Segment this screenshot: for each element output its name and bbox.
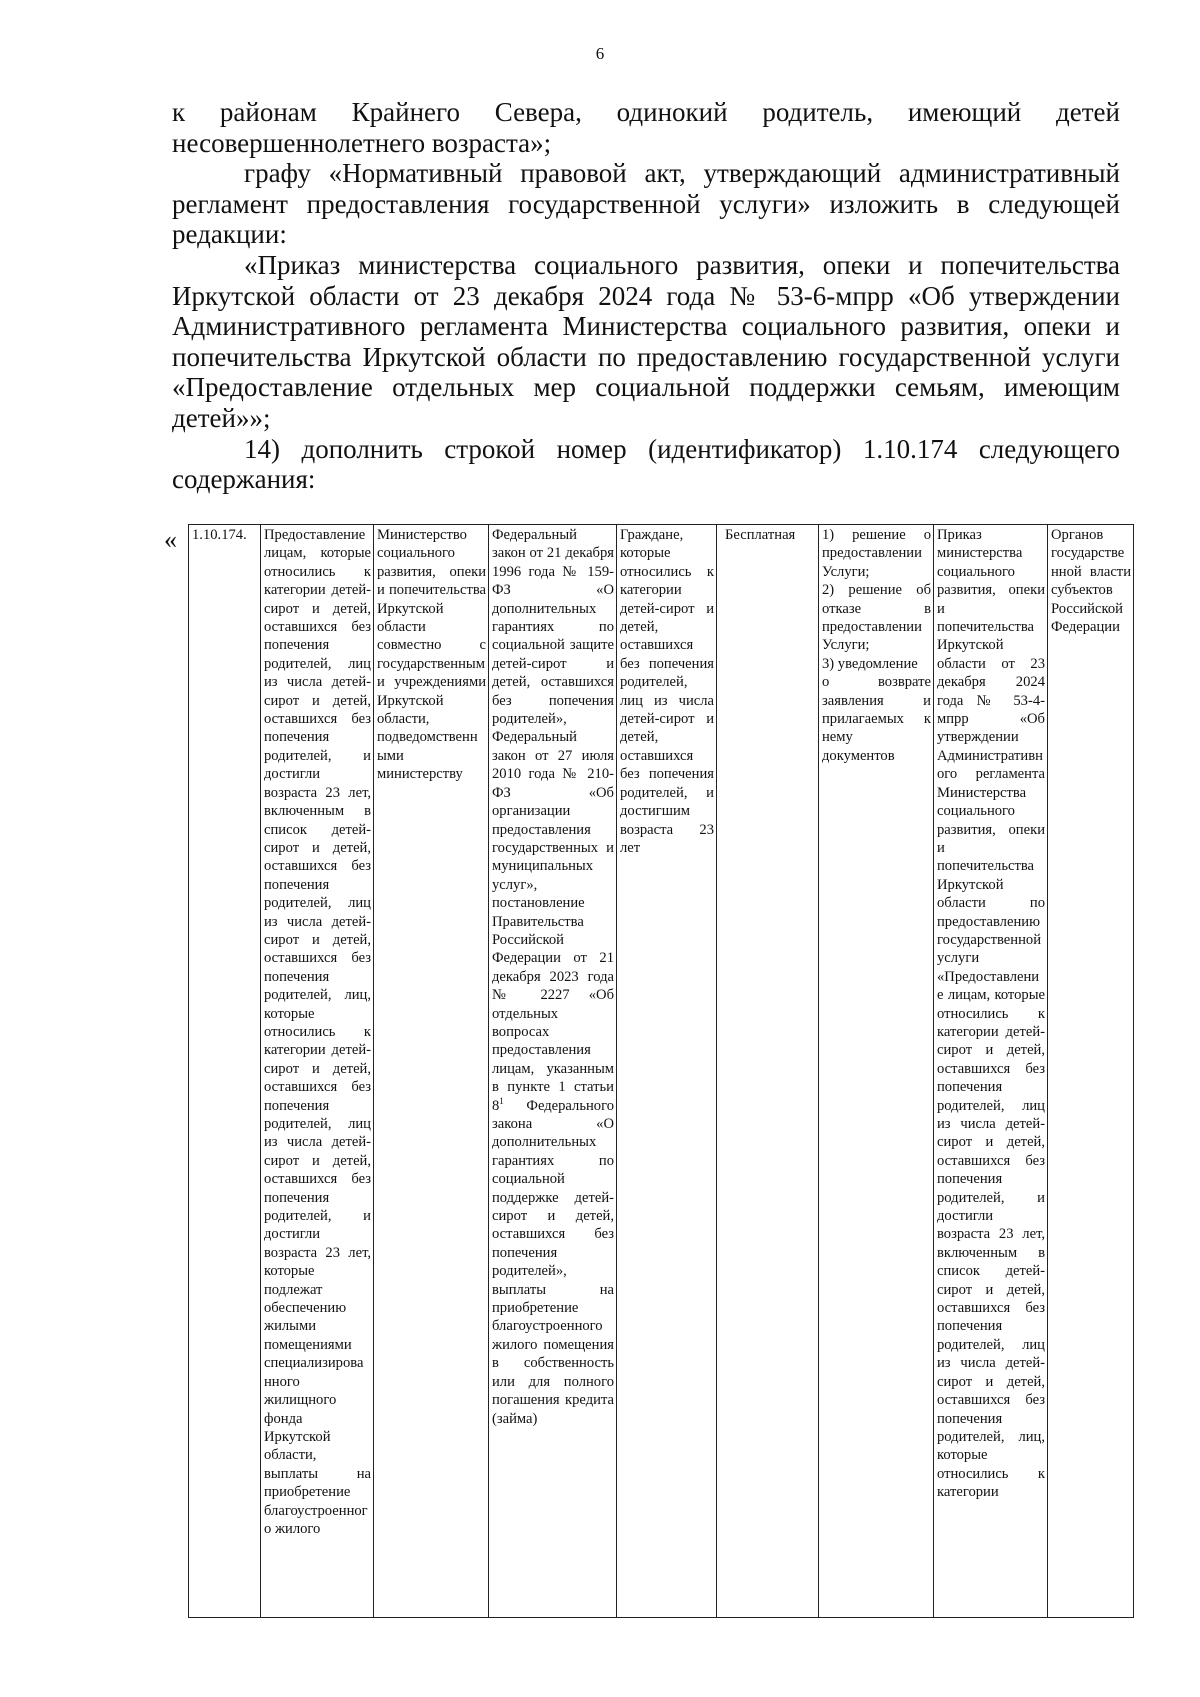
paragraph-amendment-column: графу «Нормативный правовой акт, утверждающий административный регламент предоставления государственной услуги» изложить в следующей редакции: <box>172 158 1120 250</box>
result-line: 3) уведомление <box>822 655 918 672</box>
page-number: 6 <box>595 44 605 63</box>
table-row <box>189 525 1134 1618</box>
legal-basis-text-cont: Федерального закона «О дополнительных гарантиях по социальной поддержке детей-сирот и детей, оставшихся без попечения родителей», выплаты на приобретение благоустроенного жилого помещения в собственность или для полного погашения кредита (займа) <box>492 1097 614 1427</box>
table-open-quote: « <box>164 525 177 554</box>
cell-level: Органов государственной власти субъектов Российской Федерации <box>1048 525 1134 1618</box>
body-text <box>172 97 1120 495</box>
cell-identifier: 1.10.174. <box>189 525 261 1618</box>
legal-basis-text: Федеральный закон от 21 декабря 1996 года № 159-ФЗ «О дополнительных гарантиях по социальной защите детей-сирот и детей, оставшихся без попечения родителей», Федеральный закон от 27 июля 2010 года № 210-ФЗ «Об организации предоставления государственных и муниципальных услуг», постановление Правительства Российской Федерации от 21 декабря 2023 года № 2227 «Об отдельных вопросах предоставления лицам, указанным в пункте 1 статьи 8 <box>492 527 614 1114</box>
result-line: о возврате <box>822 674 931 691</box>
cell-regulation: Приказ министерства социального развития, опеки и попечительства Иркутской области от 23 декабря 2024 года № 53-4-мпрр «Об утверждении Административного регламента Министерства социального развития, опеки и попечительства Иркутской области по предоставлению государственной услуги «Предоставление лицам, которые относились к категории детей-сирот и детей, оставшихся без попечения родителей, лиц из числа детей-сирот и детей, оставшихся без попечения родителей, и достигли возраста 23 лет, включенным в список детей-сирот и детей, оставшихся без попечения родителей, лиц из числа детей-сирот и детей, оставшихся без попечения родителей, лиц, которые относились к категории <box>934 525 1048 1618</box>
cell-service-name: Предоставление лицам, которые относились к категории детей-сирот и детей, оставшихся без попечения родителей, лиц из числа детей-сирот и детей, оставшихся без попечения родителей, и достигли возраста 23 лет, включенным в список детей-сирот и детей, оставшихся без попечения родителей, лиц из числа детей-сирот и детей, оставшихся без попечения родителей, лиц, которые относились к категории детей-сирот и детей, оставшихся без попечения родителей, лиц из числа детей-сирот и детей, оставшихся без попечения родителей, и достигли возраста 23 лет, которые подлежат обеспечению жилыми помещениями специализированного жилищного фонда Иркутской области, выплаты на приобретение благоустроенного жилого <box>261 525 374 1618</box>
result-line: предоставлении Услуги; <box>822 545 922 580</box>
paragraph-order-citation: «Приказ министерства социального развития, опеки и попечительства Иркутской области от 23 декабря 2024 года № 53-6-мпрр «Об утверждении Административного регламента Министерства социального развития, опеки и попечительства Иркутской области по предоставлению государственной услуги «Предоставление отдельных мер социальной поддержки семьям, имеющим детей»»; <box>172 249 1120 433</box>
services-table <box>188 524 1134 1618</box>
cell-recipients: Граждане, которые относились к категории детей-сирот и детей, оставшихся без попечения родителей, лиц из числа детей-сирот и детей, оставшихся без попечения родителей, и достигшим возраста 23 лет <box>617 525 717 1618</box>
result-line: 2) решение об <box>822 582 931 599</box>
result-line: 1) решение о <box>822 527 931 543</box>
legal-basis-superscript: 1 <box>499 1095 504 1106</box>
cell-fee: Бесплатная <box>717 525 819 1618</box>
paragraph-add-row: 14) дополнить строкой номер (идентификатор) 1.10.174 следующего содержания: <box>172 433 1120 495</box>
cell-authority: Министерство социального развития, опеки и попечительства Иркутской области совместно с государственными учреждениями Иркутской области, подведомственными министерству <box>374 525 489 1618</box>
result-line: документов <box>822 747 895 764</box>
cell-legal-basis <box>489 525 617 1618</box>
result-line: предоставлении Услуги; <box>822 619 922 654</box>
cell-result <box>819 525 934 1618</box>
result-line: прилагаемых к <box>822 711 931 728</box>
result-line: заявления и <box>822 692 931 709</box>
result-line: отказе в <box>822 600 931 617</box>
paragraph-continuation: к районам Крайнего Севера, одинокий родитель, имеющий детей несовершеннолетнего возраста»; <box>172 97 1120 158</box>
result-line: нему <box>822 729 853 746</box>
